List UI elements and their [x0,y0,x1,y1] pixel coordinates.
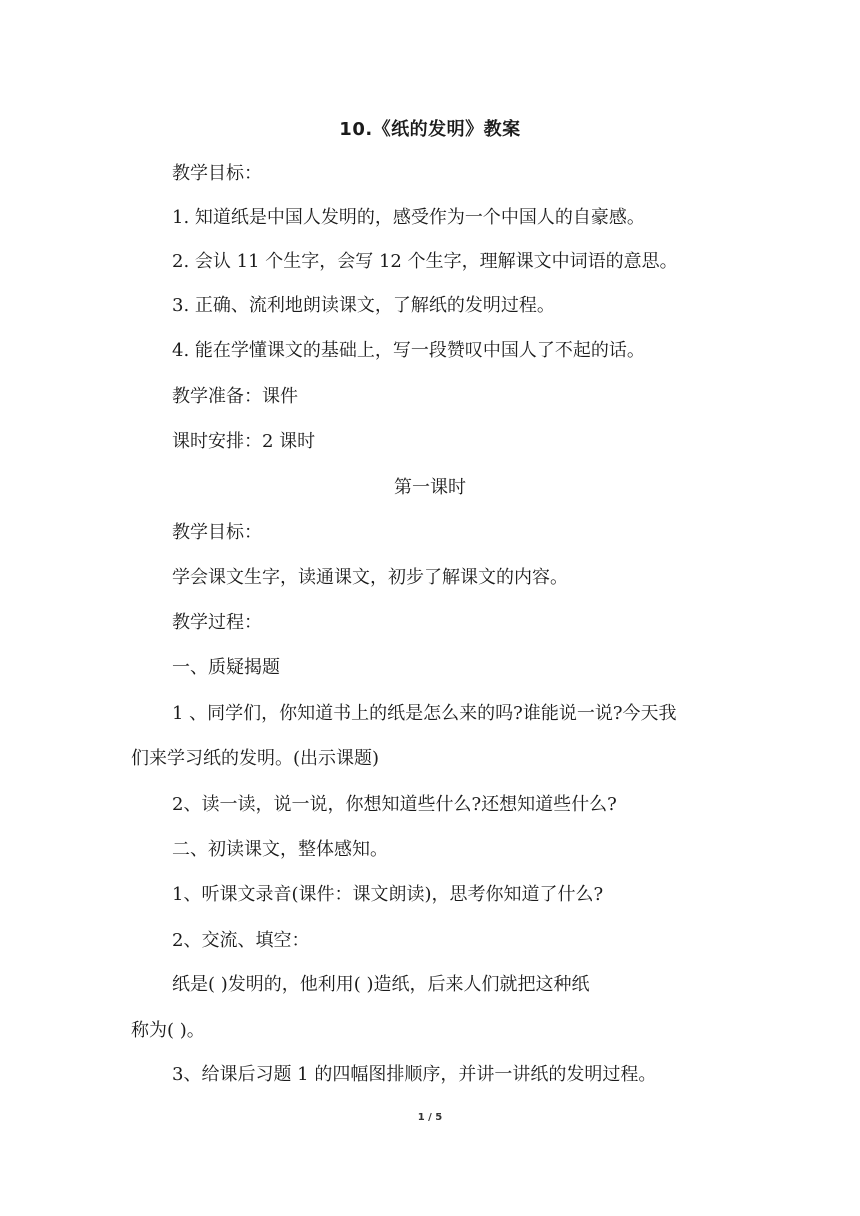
page-number: 1 / 5 [417,1112,443,1123]
lesson-heading: 第一课时 [394,477,466,498]
section-heading-2: 二、初读课文，整体感知。 [172,839,388,860]
preparation-line: 教学准备：课件 [172,386,298,407]
paragraph-item-1-line-2: 们来学习纸的发明。(出示课题) [131,748,380,769]
paragraph-item-4: 2、交流、填空： [172,930,310,951]
fill-blank-line-1: 纸是( )发明的，他利用( )造纸，后来人们就把这种纸 [172,974,590,995]
lesson-objectives-heading: 教学目标： [172,522,262,543]
paragraph-item-5: 3、给课后习题 1 的四幅图排顺序，并讲一讲纸的发明过程。 [172,1064,657,1085]
lesson-objective-text: 学会课文生字，读通课文，初步了解课文的内容。 [172,567,568,588]
fill-blank-line-2: 称为( )。 [131,1020,205,1041]
process-heading: 教学过程： [172,612,262,633]
schedule-line: 课时安排：2 课时 [172,431,316,452]
objective-item-4: 4. 能在学懂课文的基础上，写一段赞叹中国人了不起的话。 [172,340,645,361]
paragraph-item-1-line-1: 1 、同学们，你知道书上的纸是怎么来的吗?谁能说一说?今天我 [172,703,677,724]
section-heading-1: 一、质疑揭题 [172,657,280,678]
objectives-heading: 教学目标： [172,163,262,184]
paragraph-item-3: 1、听课文录音(课件：课文朗读)，思考你知道了什么? [172,884,604,905]
objective-item-2: 2. 会认 11 个生字，会写 12 个生字，理解课文中词语的意思。 [172,251,678,272]
document-title: 10.《纸的发明》教案 [339,119,521,140]
objective-item-1: 1. 知道纸是中国人发明的，感受作为一个中国人的自豪感。 [172,207,645,228]
paragraph-item-2: 2、读一读，说一说，你想知道些什么?还想知道些什么? [172,794,617,815]
objective-item-3: 3. 正确、流利地朗读课文，了解纸的发明过程。 [172,295,555,316]
